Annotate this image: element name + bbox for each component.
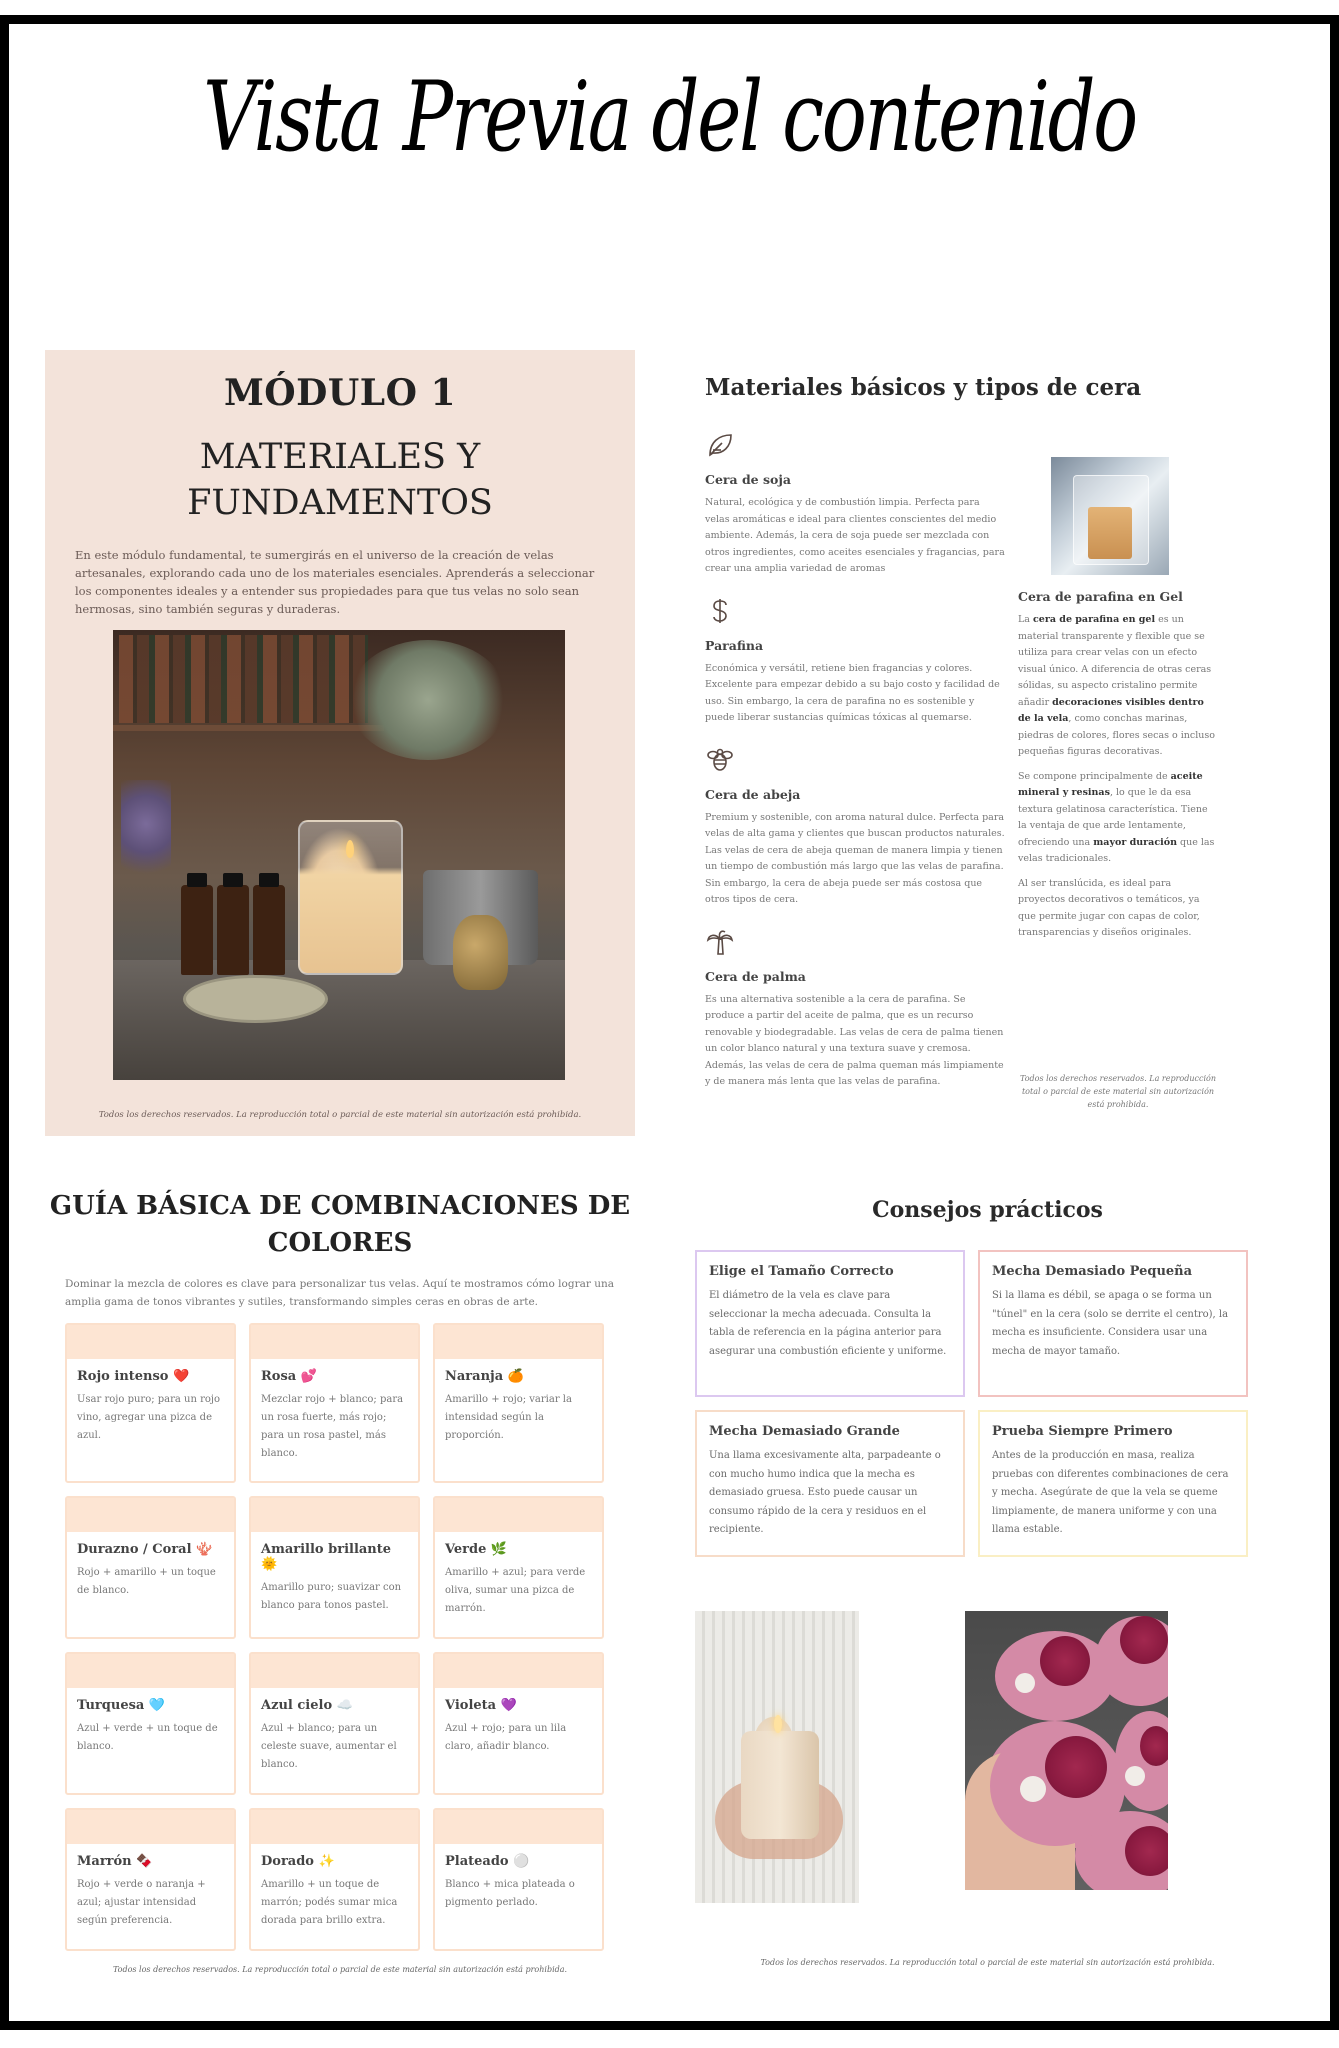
tip-title: Mecha Demasiado Pequeña (992, 1264, 1193, 1279)
tip-card (978, 1250, 1248, 1397)
tip-description: Si la llama es débil, se apaga o se forma un "túnel" en la cera (solo se derrite el centro), la mecha es insuficiente. Considera usar una mecha de mayor tamaño. (992, 1290, 1229, 1357)
color-card (433, 1808, 604, 1951)
color-card-grid (65, 1323, 605, 1951)
color-swatch-strip (67, 1810, 234, 1844)
color-swatch-strip (251, 1325, 418, 1359)
wick-plate-graphic (183, 975, 328, 1023)
gel-wax-section (1018, 457, 1218, 950)
material-item (705, 745, 1005, 909)
gel-wax-title: Cera de parafina en Gel (1018, 589, 1183, 604)
color-card-title: Violeta 💜 (445, 1698, 517, 1713)
tip-card (695, 1410, 965, 1557)
material-description: Es una alternativa sostenible a la cera de parafina. Se produce a partir del aceite de palma, que es un recurso renovable y biodegradable. Las velas de cera de palma tienen un color blanco natural y una textura suave y cremosa. Además, las velas de cera de palma queman más limpiamente y de manera más lenta que las velas de parafina. (705, 993, 1004, 1087)
module-title (45, 435, 635, 526)
tips-grid (695, 1250, 1258, 1557)
color-card (249, 1496, 420, 1639)
color-card-title: Amarillo brillante 🌞 (261, 1542, 392, 1572)
bottle-graphic (217, 885, 249, 975)
color-card-description: Azul + blanco; para un celeste suave, aumentar el blanco. (261, 1723, 397, 1770)
color-swatch-strip (67, 1498, 234, 1532)
page-module-cover (45, 350, 635, 1136)
material-title: Cera de soja (705, 472, 791, 487)
copyright-note: Todos los derechos reservados. La reproducción total o parcial de este material sin autorización está prohibida. (1020, 1074, 1216, 1109)
color-swatch-strip (67, 1325, 234, 1359)
color-card-description: Amarillo + rojo; variar la intensidad según la proporción. (445, 1394, 572, 1441)
copyright-note: Todos los derechos reservados. La reproducción total o parcial de este material sin autorización está prohibida. (112, 1965, 568, 1974)
color-card (433, 1652, 604, 1795)
material-item (705, 430, 1005, 578)
color-card-description: Azul + verde + un toque de blanco. (77, 1723, 218, 1752)
rose-graphic (1140, 1726, 1168, 1766)
lavender-graphic (121, 780, 171, 890)
color-card-description: Amarillo + un toque de marrón; podés sumar mica dorada para brillo extra. (261, 1879, 398, 1926)
floral-candles-image (965, 1611, 1168, 1890)
color-swatch-strip (435, 1498, 602, 1532)
material-description: Económica y versátil, retiene bien fragancias y colores. Excelente para empezar debido a su bajo costo y facilidad de uso. Sin embargo, la cera de parafina no es sostenible y puede liberar sustancias químicas tóxicas al quemarse. (705, 662, 1000, 723)
color-card-description: Amarillo + azul; para verde oliva, sumar una pizca de marrón. (445, 1567, 586, 1614)
material-title: Cera de abeja (705, 786, 801, 802)
preview-title: Vista Previa del contenido (203, 61, 1136, 173)
wax-core-graphic (1088, 507, 1132, 559)
color-card (433, 1496, 604, 1639)
gel-wax-description (1018, 612, 1218, 942)
material-description: Premium y sostenible, con aroma natural dulce. Perfecta para velas de alta gama y clientes que buscan productos naturales. Las velas de cera de abeja queman de manera limpia y tienen un tiempo de combustión más largo que las velas de parafina. Sin embargo, la cera de abeja puede ser más costosa que otros tipos de cera. (705, 811, 1005, 905)
hands-holding-candle-image (695, 1611, 859, 1903)
page-materials (685, 350, 1290, 1136)
materials-title: Materiales básicos y tipos de cera (705, 374, 1142, 401)
color-card-description: Usar rojo puro; para un rojo vino, agregar una pizca de azul. (77, 1394, 221, 1441)
flame-graphic (346, 840, 354, 858)
pillar-candle-graphic (741, 1731, 819, 1839)
color-card-title: Turquesa 🩵 (77, 1698, 166, 1713)
color-card (249, 1323, 420, 1483)
tip-title: Elige el Tamaño Correcto (709, 1264, 894, 1279)
color-card-description: Blanco + mica plateada o pigmento perlado. (445, 1879, 575, 1908)
gel-wax-image (1051, 457, 1169, 575)
tip-card (695, 1250, 965, 1397)
module-number: MÓDULO 1 (223, 372, 457, 414)
color-guide-title: GUÍA BÁSICA DE COMBINACIONES DE COLORES (49, 1191, 631, 1258)
rose-graphic (1045, 1736, 1107, 1798)
color-swatch-strip (435, 1654, 602, 1688)
gel-paragraph-3: Al ser translúcida, es ideal para proyectos decorativos o temáticos, ya que permite jugar con capas de color, transparencias y diseños originales. (1018, 877, 1200, 938)
leaf-icon (705, 430, 735, 460)
tips-title: Consejos prácticos (872, 1197, 1103, 1223)
color-swatch-strip (251, 1810, 418, 1844)
gel-paragraph-2: Se compone principalmente de aceite mineral y resinas, lo que le da esa textura gelatinosa característica. Tiene la ventaja de que arde lentamente, ofreciendo una mayor duración que las velas tradicionales. (1018, 770, 1215, 864)
tip-title: Prueba Siempre Primero (992, 1424, 1173, 1439)
tip-description: Una llama excesivamente alta, parpadeante o con mucho humo indica que la mecha es demasiado gruesa. Esto puede causar un consumo rápido de la cera y residuos en el recipiente. (709, 1450, 941, 1535)
color-card (249, 1652, 420, 1795)
tip-title: Mecha Demasiado Grande (709, 1424, 900, 1439)
module-title-line2: FUNDAMENTOS (187, 482, 493, 523)
palm-tree-icon (705, 927, 735, 957)
color-card-title: Rosa 💕 (261, 1369, 317, 1384)
rose-graphic (1120, 1616, 1168, 1664)
color-swatch-strip (435, 1810, 602, 1844)
white-rose-graphic (1020, 1776, 1046, 1802)
color-card-title: Rojo intenso ❤️ (77, 1369, 190, 1384)
shelf-graphic (113, 725, 384, 731)
color-card (65, 1808, 236, 1951)
color-card-title: Dorado ✨ (261, 1854, 335, 1869)
tip-description: Antes de la producción en masa, realiza pruebas con diferentes combinaciones de cera y mecha. Asegúrate de que la vela se queme limpiamente, de manera uniforme y con una llama estable. (992, 1450, 1229, 1535)
color-card (65, 1496, 236, 1639)
page-color-guide (45, 1180, 635, 1990)
tip-card (978, 1410, 1248, 1557)
color-card-title: Naranja 🍊 (445, 1369, 524, 1384)
tip-description: El diámetro de la vela es clave para seleccionar la mecha adecuada. Consulta la tabla de referencia en la página anterior para asegurar una combustión eficiente y uniforme. (709, 1290, 947, 1357)
color-card-description: Amarillo puro; suavizar con blanco para tonos pastel. (261, 1582, 402, 1611)
color-card-description: Rojo + amarillo + un toque de blanco. (77, 1567, 216, 1596)
white-rose-graphic (1015, 1673, 1035, 1693)
color-swatch-strip (251, 1498, 418, 1532)
rose-graphic (1040, 1636, 1090, 1686)
color-card-title: Marrón 🍫 (77, 1854, 153, 1869)
plant-graphic (348, 640, 508, 760)
material-description: Natural, ecológica y de combustión limpia. Perfecta para velas aromáticas e ideal para clientes conscientes del medio ambiente. Además, la cera de soja puede ser mezclada con otros ingredientes, como aceites esenciales y fragancias, para crear una amplia variedad de aromas (705, 497, 1005, 574)
copyright-note: Todos los derechos reservados. La reproducción total o parcial de este material sin autorización está prohibida. (98, 1110, 582, 1120)
color-card (65, 1323, 236, 1483)
bottle-graphic (181, 885, 213, 975)
brass-pourer-graphic (453, 915, 508, 990)
color-card-title: Azul cielo ☁️ (261, 1698, 353, 1713)
color-card-title: Verde 🌿 (445, 1542, 508, 1557)
material-title: Cera de palma (705, 968, 806, 984)
module-intro: En este módulo fundamental, te sumergirás en el universo de la creación de velas artesanales, explorando cada uno de los materiales esenciales. Aprenderás a seleccionar los componentes ideales y a entender sus propiedades para que tus velas no solo sean hermosas, sino también seguras y duraderas. (75, 548, 595, 616)
color-swatch-strip (67, 1654, 234, 1688)
color-card-description: Rojo + verde o naranja + azul; ajustar intensidad según preferencia. (77, 1879, 206, 1926)
color-card (433, 1323, 604, 1483)
material-title: Parafina (705, 637, 764, 653)
color-guide-intro: Dominar la mezcla de colores es clave para personalizar tus velas. Aquí te mostramos cómo lograr una amplia gama de tonos vibrantes y sutiles, transformando simples ceras en obras de arte. (65, 1278, 614, 1308)
candle-workspace-image (113, 630, 565, 1080)
dollar-icon (705, 596, 735, 626)
page-practical-tips (685, 1180, 1290, 1990)
color-card-title: Durazno / Coral 🪸 (77, 1542, 213, 1557)
flame-graphic (774, 1715, 782, 1733)
gel-paragraph-1: La cera de parafina en gel es un material transparente y flexible que se utiliza para crear velas con un efecto visual único. A diferencia de otras ceras sólidas, su aspecto cristalino permite añadir decoraciones visibles dentro de la vela, como conchas marinas, piedras de colores, flores secas o incluso pequeñas figuras decorativas. (1018, 614, 1215, 757)
color-card (65, 1652, 236, 1795)
color-card-description: Mezclar rojo + blanco; para un rosa fuerte, más rojo; para un rosa pastel, más blanco. (261, 1394, 404, 1459)
rose-graphic (1125, 1826, 1168, 1876)
color-card-description: Azul + rojo; para un lila claro, añadir blanco. (445, 1723, 567, 1752)
color-card (249, 1808, 420, 1951)
materials-list (705, 430, 1005, 1109)
material-item (705, 596, 1005, 727)
bookshelf-graphic (119, 635, 368, 723)
color-card-title: Plateado ⚪ (445, 1854, 530, 1869)
bee-icon (705, 745, 735, 775)
white-rose-graphic (1125, 1766, 1145, 1786)
copyright-note: Todos los derechos reservados. La reproducción total o parcial de este material sin autorización está prohibida. (760, 1958, 1215, 1967)
material-item (705, 927, 1005, 1091)
color-swatch-strip (251, 1654, 418, 1688)
module-title-line1: MATERIALES Y (199, 437, 481, 477)
bottle-graphic (253, 885, 285, 975)
color-swatch-strip (435, 1325, 602, 1359)
